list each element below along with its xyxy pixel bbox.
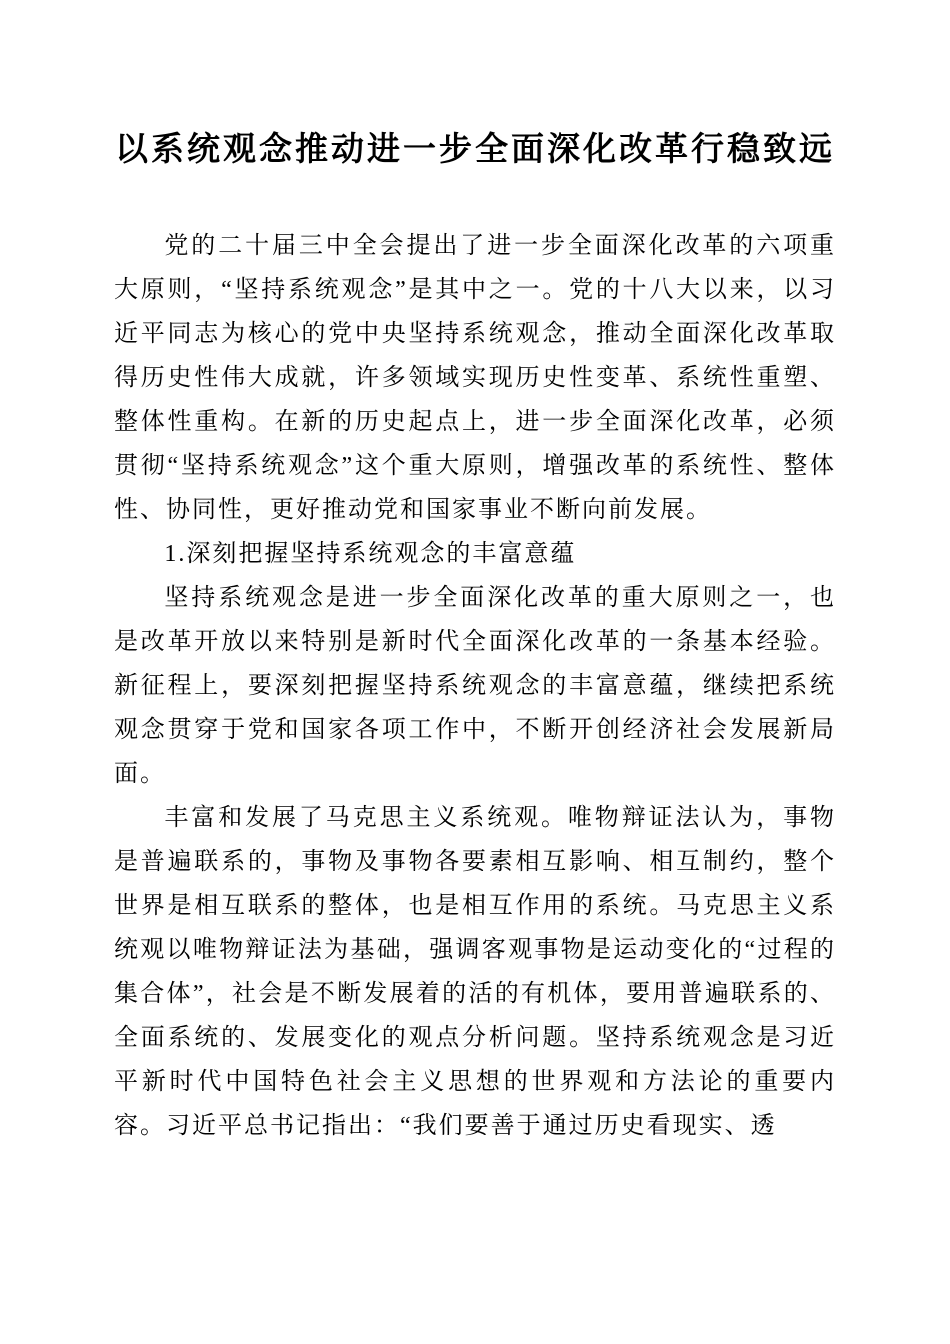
paragraph: 坚持系统观念是进一步全面深化改革的重大原则之一，也是改革开放以来特别是新时代全面深化改革的一条基本经验。新征程上，要深刻把握坚持系统观念的丰富意蕴，继续把系统观念贯穿于党和国家各项工作中，不断开创经济社会发展新局面。 (114, 585, 836, 787)
document-title: 以系统观念推动进一步全面深化改革行稳致远 (115, 132, 835, 168)
paragraph: 丰富和发展了马克思主义系统观。唯物辩证法认为，事物是普遍联系的，事物及事物各要素相互影响、相互制约，整个世界是相互联系的整体，也是相互作用的系统。马克思主义系统观以唯物辩证法为基础，强调客观事物是运动变化的“过程的集合体”，社会是不断发展着的活的有机体，要用普遍联系的、全面系统的、发展变化的观点分析问题。坚持系统观念是习近平新时代中国特色社会主义思想的世界观和方法论的重要内容。习近平总书记指出：“我们要善于通过历史看现实、透 (114, 805, 836, 1139)
paragraph: 党的二十届三中全会提出了进一步全面深化改革的六项重大原则，“坚持系统观念”是其中之一。党的十八大以来，以习近平同志为核心的党中央坚持系统观念，推动全面深化改革取得历史性伟大成就，许多领域实现历史性变革、系统性重塑、整体性重构。在新的历史起点上，进一步全面深化改革，必须贯彻“坚持系统观念”这个重大原则，增强改革的系统性、整体性、协同性，更好推动党和国家事业不断向前发展。 (114, 233, 836, 523)
document-body (114, 224, 836, 1148)
section-heading: 1.深刻把握坚持系统观念的丰富意蕴 (164, 541, 577, 567)
